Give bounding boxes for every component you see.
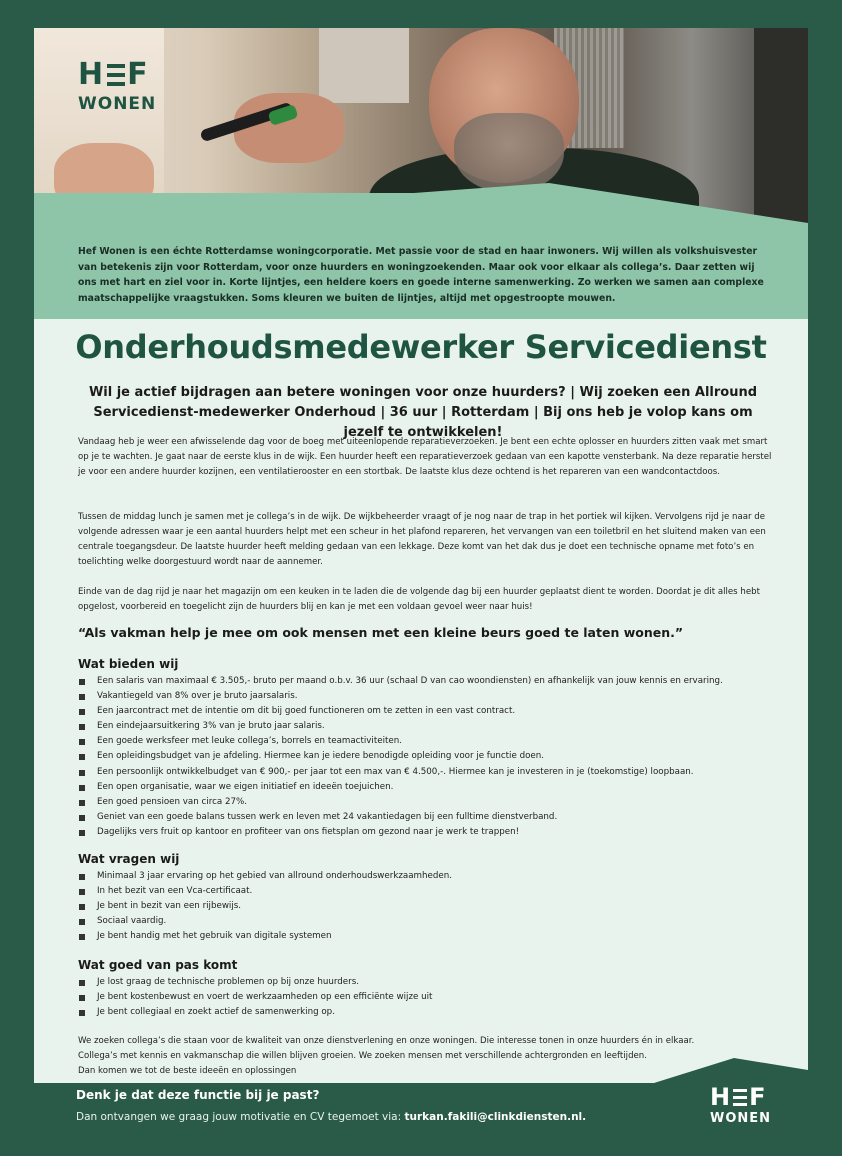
bonus-list [78,975,778,1020]
list-item: Een goede werksfeer met leuke collega’s, borrels en teamactiviteiten. [78,734,778,749]
footer-contact: Dan ontvangen we graag jouw motivatie en CV tegemoet via: turkan.fakili@clinkdiensten.nl. [76,1111,587,1123]
intro-band [34,223,808,319]
list-item: Je bent collegiaal en zoekt actief de samenwerking op. [78,1005,778,1020]
offer-list [78,674,778,840]
list-item: Geniet van een goede balans tussen werk en leven met 24 vakantiedagen bij een fulltime dienstverband. [78,810,778,825]
hero-photo [34,28,808,223]
footer-question: Denk je dat deze functie bij je past? [76,1088,320,1102]
paragraph-afternoon: Tussen de middag lunch je samen met je collega’s in de wijk. De wijkbeheerder vraagt of je nog naar de trap in het portiek wil kijken. Vervolgens rijd je naar de volgende adressen waar je een aantal huurders helpt met een scheur in het plafond repareren, het vervangen van een toiletbril en het sluitend maken van een centrale toegangsdeur. De laatste huurder heeft melding gedaan van een lekkage. Deze komt van het dak dus je doet een technische opname met foto’s en toelichting welke doorgestuurd wordt naar de aannemer. [78,512,766,567]
vacancy-flyer [34,28,808,1130]
subtitle: Wil je actief bijdragen aan betere woningen voor onze huurders? | Wij zoeken een Allround Servicedienst-medewerker Onderhoud | 36 uur | Rotterdam | Bij ons heb je volop kans om jezelf te ontwikkelen! [88,385,758,440]
ask-list [78,869,778,944]
bonus-heading: Wat goed van pas komt [78,958,238,972]
quote: “Als vakman help je mee om ook mensen met een kleine beurs goed te laten wonen.” [78,625,684,640]
list-item: Dagelijks vers fruit op kantoor en profiteer van ons fietsplan om gezond naar je werk te trappen! [78,825,778,840]
list-item: Een jaarcontract met de intentie om dit bij goed functioneren om te zetten in een vast contract. [78,704,778,719]
hef-wonen-logo: H F WONEN [78,57,157,114]
contact-email-link[interactable]: turkan.fakili@clinkdiensten.nl. [404,1111,587,1123]
list-item: Je bent handig met het gebruik van digitale systemen [78,929,778,944]
list-item: Minimaal 3 jaar ervaring op het gebied van allround onderhoudswerkzaamheden. [78,869,778,884]
paragraph-evening: Einde van de dag rijd je naar het magazijn om een keuken in te laden die de volgende dag bij een huurder geplaatst dient te worden. Doordat je dit alles hebt opgelost, voorbereid en toegelicht zijn de huurders blij en kan je met een voldaan gevoel weer naar huis! [78,587,760,612]
list-item: Een persoonlijk ontwikkelbudget van € 900,- per jaar tot een max van € 4.500,-. Hiermee kan je investeren in je (toekomstige) loopbaan. [78,765,778,780]
page-title: Onderhoudsmedewerker Servicedienst [75,328,767,366]
closing-line-2: Collega’s met kennis en vakmanschap die willen blijven groeien. We zoeken mensen met verschillende achtergronden en leeftijden. [78,1051,647,1061]
list-item: Een goed pensioen van circa 27%. [78,795,778,810]
intro-text: Hef Wonen is een échte Rotterdamse woningcorporatie. Met passie voor de stad en haar inwoners. Wij willen als volkshuisvester van betekenis zijn voor Rotterdam, voor onze huurders en woningzoekenden. Maar ook voor elkaar als collega’s. Daar zetten wij ons met hart en ziel voor in. Korte lijntjes, een heldere koers en goede interne samenwerking. Zo werken we samen aan complexe maatschappelijke vraagstukken. Soms kleuren we buiten de lijntjes, altijd met opgestroopte mouwen. [78,246,764,304]
ask-heading: Wat vragen wij [78,852,180,866]
list-item: Je lost graag de technische problemen op bij onze huurders. [78,975,778,990]
list-item: Een open organisatie, waar we eigen initiatief en ideeën toejuichen. [78,780,778,795]
footer [34,1083,808,1130]
list-item: Sociaal vaardig. [78,914,778,929]
offer-heading: Wat bieden wij [78,657,179,671]
hef-wonen-logo-footer: H F WONEN [710,1083,772,1126]
list-item: Je bent kostenbewust en voert de werkzaamheden op een efficiënte wijze uit [78,990,778,1005]
list-item: Je bent in bezit van een rijbewijs. [78,899,778,914]
paragraph-morning: Vandaag heb je weer een afwisselende dag voor de boeg met uiteenlopende reparatieverzoeken. Je bent een echte oplosser en huurders zitten vaak met smart op je te wachten. Je gaat naar de eerste klus in de wijk. Een huurder heeft een reparatieverzoek gedaan van een kapotte vensterbank. Na deze reparatie herstel je voor een andere huurder kozijnen, een ventilatierooster en een stortbak. De laatste klus deze ochtend is het repareren van een wandcontactdoos. [78,437,772,477]
closing-line-3: Dan komen we tot de beste ideeën en oplossingen [78,1066,297,1076]
list-item: Een eindejaarsuitkering 3% van je bruto jaar salaris. [78,719,778,734]
list-item: In het bezit van een Vca-certificaat. [78,884,778,899]
list-item: Vakantiegeld van 8% over je bruto jaarsalaris. [78,689,778,704]
list-item: Een opleidingsbudget van je afdeling. Hiermee kan je iedere benodigde opleiding voor je functie doen. [78,749,778,764]
closing-line-1: We zoeken collega’s die staan voor de kwaliteit van onze dienstverlening en onze woningen. Die interesse tonen in onze huurders én in elkaar. [78,1036,695,1046]
list-item: Een salaris van maximaal € 3.505,- bruto per maand o.b.v. 36 uur (schaal D van cao woondiensten) en afhankelijk van jouw kennis en ervaring. [78,674,778,689]
